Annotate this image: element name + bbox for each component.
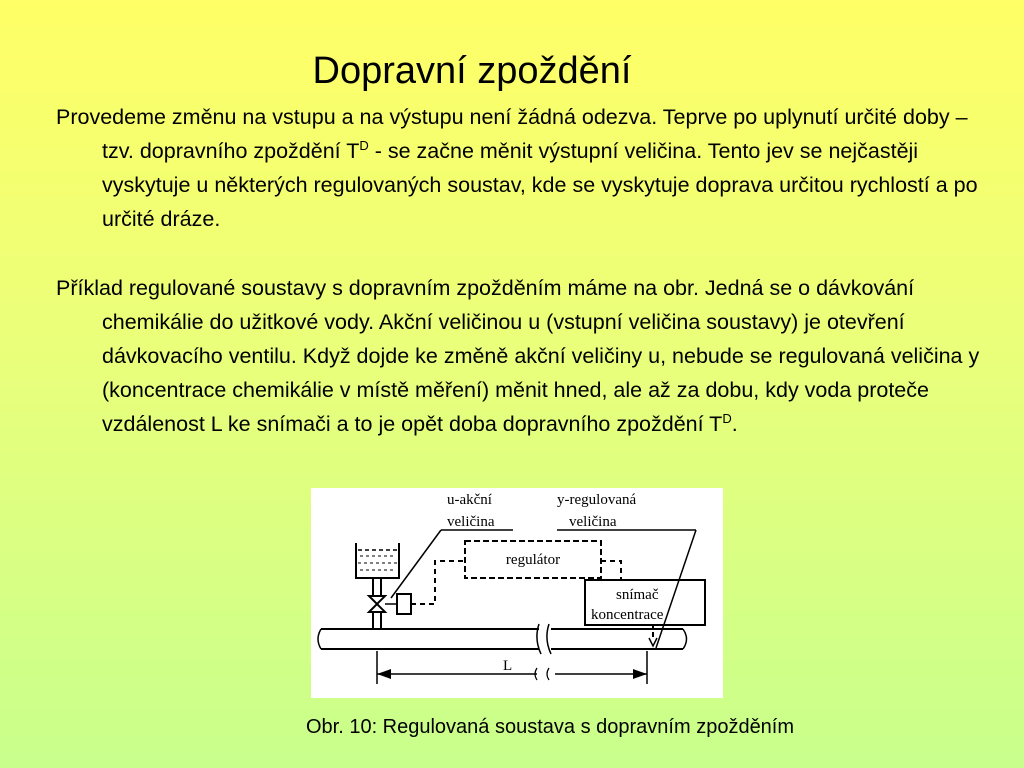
y-label-line2: veličina xyxy=(569,514,617,530)
figure-caption: Obr. 10: Regulovaná soustava s dopravním zpožděním xyxy=(305,716,795,738)
transport-delay-diagram xyxy=(311,488,723,698)
dosing-tank xyxy=(356,543,399,596)
paragraph-intro xyxy=(56,100,1002,236)
u-label-line2: veličina xyxy=(447,514,495,530)
slide-title: Dopravní zpoždění xyxy=(312,50,632,92)
delay-subscript: D xyxy=(359,137,369,153)
paragraph-example-text-2: . xyxy=(731,412,738,436)
water-pipe xyxy=(318,624,687,654)
delay-subscript: D xyxy=(722,410,732,426)
y-label-line1: y-regulovaná xyxy=(557,492,637,508)
paragraph-intro-text-2: - se začne měnit výstupní veličina. Tento jev se nejčastěji vyskytuje u některých regulovaných soustav, kde se vyskytuje doprava určitou rychlostí a po určité dráze. xyxy=(102,139,978,231)
length-label: L xyxy=(503,658,513,674)
sensor-label-line2: koncentrace xyxy=(591,607,664,623)
paragraph-example-text-1: Příklad regulované soustavy s dopravním zpožděním máme na obr. Jedná se o dávkování chemikálie do užitkové vody. Akční veličinou u (vstupní veličina soustavy) je otevření dávkovacího ventilu. Když dojde ke změně akční veličiny u, nebude se regulovaná veličina y (koncentrace chemikálie v místě měření) měnit hned, ale až za dobu, kdy voda proteče vzdálenost L ke snímači a to je opět doba dopravního zpoždění T xyxy=(56,276,980,436)
paragraph-intro-text-1: Provedeme změnu na vstupu a na výstupu není žádná odezva. Teprve po uplynutí určité doby – tzv. dopravního zpoždění T xyxy=(56,105,968,163)
u-label-line1: u-akční xyxy=(447,492,492,508)
regulator-label: regulátor xyxy=(505,552,561,568)
paragraph-example xyxy=(56,271,1002,441)
sensor-label-line1: snímač xyxy=(616,587,659,603)
dosing-valve xyxy=(369,594,411,629)
